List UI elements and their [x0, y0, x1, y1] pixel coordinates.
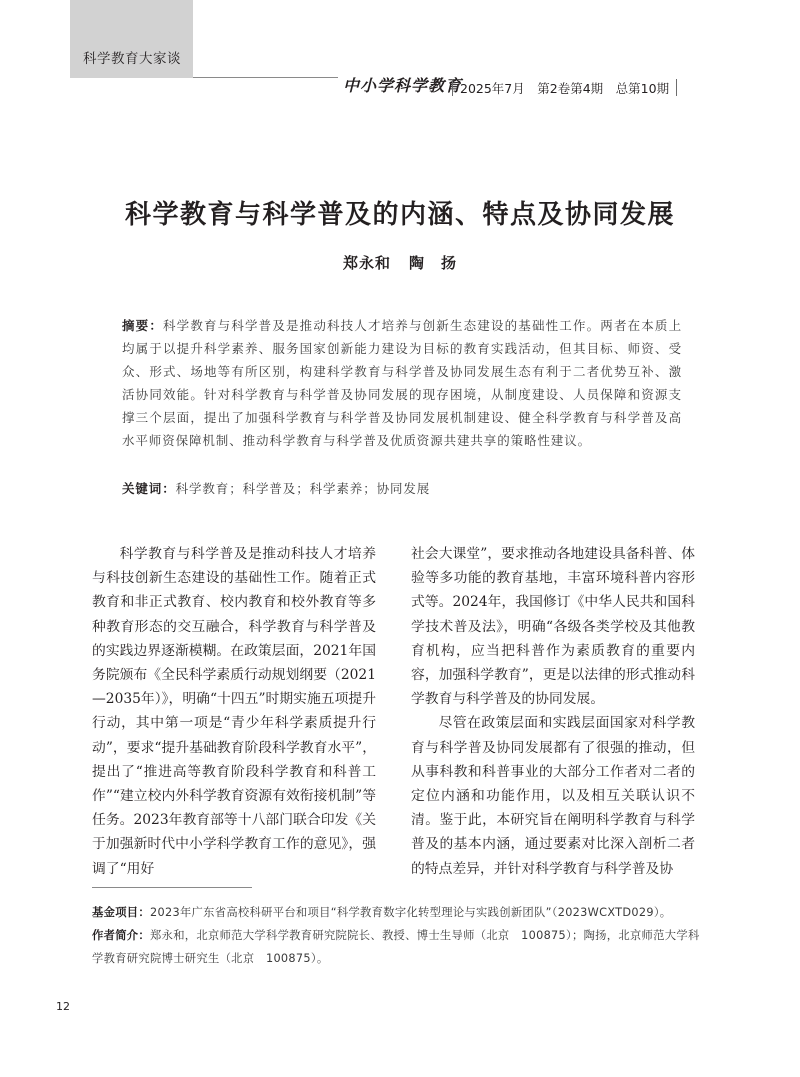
page-number: 12: [56, 1000, 70, 1013]
header-divider-right: [676, 79, 677, 96]
funding-note: [92, 901, 704, 924]
author-name: 郑永和: [342, 254, 391, 272]
funding-text: 2023年广东省高校科研平台和项目“科学教育数字化转型理论与实践创新团队”（2023WCXTD029）。: [150, 906, 672, 919]
body-column-right: [411, 542, 695, 881]
body-paragraph: 尽管在政策层面和实践层面国家对科学教育与科学普及协同发展都有了很强的推动，但从事科教和科普事业的大部分工作者对二者的定位内涵和功能作用，以及相互关联认识不清。鉴于此，本研究旨在阐明科学教育与科学普及的基本内涵，通过要素对比深入剖析二者的特点差异，并针对科学教育与科学普及协: [411, 715, 695, 877]
authors: [0, 252, 800, 273]
abstract-text: 科学教育与科学普及是推动科技人才培养与创新生态建设的基础性工作。两者在本质上均属于以提升科学素养、服务国家创新能力建设为目标的教育实践活动，但其目标、师资、受众、形式、场地等有所区别，构建科学教育与科学普及协同发展生态有利于二者优势互补、激活协同效能。针对科学教育与科学普及协同发展的现存困境，从制度建设、人员保障和资源支撑三个层面，提出了加强科学教育与科学普及协同发展机制建设、健全科学教育与科学普及高水平师资保障机制、推动科学教育与科学普及优质资源共建共享的策略性建议。: [122, 318, 683, 448]
header-rule: [193, 77, 338, 78]
footnotes: [92, 901, 704, 970]
body-paragraph: 社会大课堂”，要求推动各地建设具备科普、体验等多功能的教育基地，丰富环境科普内容形式等。2024年，我国修订《中华人民共和国科学技术普及法》，明确“各级各类学校及其他教育机构，应当把科普作为素质教育的重要内容，加强科学教育”，更是以法律的形式推动科学教育与科学普及的协同发展。: [411, 546, 695, 708]
section-tab: [70, 0, 193, 78]
journal-logo: 中小学科学教育: [343, 76, 463, 95]
footnote-rule: [92, 887, 252, 888]
keywords-label: 关键词：: [122, 481, 176, 496]
author-name: 陶 扬: [409, 254, 458, 272]
author-note: [92, 924, 704, 970]
section-tab-label: 科学教育大家谈: [83, 51, 181, 67]
keywords-text: 科学教育；科学普及；科学素养；协同发展: [175, 481, 431, 496]
funding-label: 基金项目：: [92, 906, 150, 919]
article-title: 科学教育与科学普及的内涵、特点及协同发展: [124, 200, 675, 230]
keywords: [122, 477, 682, 500]
author-info-label: 作者简介：: [92, 929, 150, 942]
abstract-label: 摘要：: [122, 318, 163, 333]
header-divider-left: [452, 79, 453, 96]
body-column-left: [92, 542, 376, 881]
issue-info: 2025年7月 第2卷第4期 总第10期: [460, 81, 670, 96]
abstract: [122, 314, 682, 452]
author-info-text: 郑永和，北京师范大学科学教育研究院院长、教授、博士生导师（北京 100875）；陶扬，北京师范大学科学教育研究院博士研究生（北京 100875）。: [92, 929, 700, 965]
body-paragraph: 科学教育与科学普及是推动科技人才培养与科技创新生态建设的基础性工作。随着正式教育和非正式教育、校内教育和校外教育等多种教育形态的交互融合，科学教育与科学普及的实践边界逐渐模糊。在政策层面，2021年国务院颁布《全民科学素质行动规划纲要（2021—2035年）》，明确“十四五”时期实施五项提升行动，其中第一项是“青少年科学素质提升行动”，要求“提升基础教育阶段科学教育水平”，提出了“推进高等教育阶段科学教育和科普工作”“建立校内外科学教育资源有效衔接机制”等任务。2023年教育部等十八部门联合印发《关于加强新时代中小学科学教育工作的意见》，强调了“用好: [92, 546, 376, 877]
